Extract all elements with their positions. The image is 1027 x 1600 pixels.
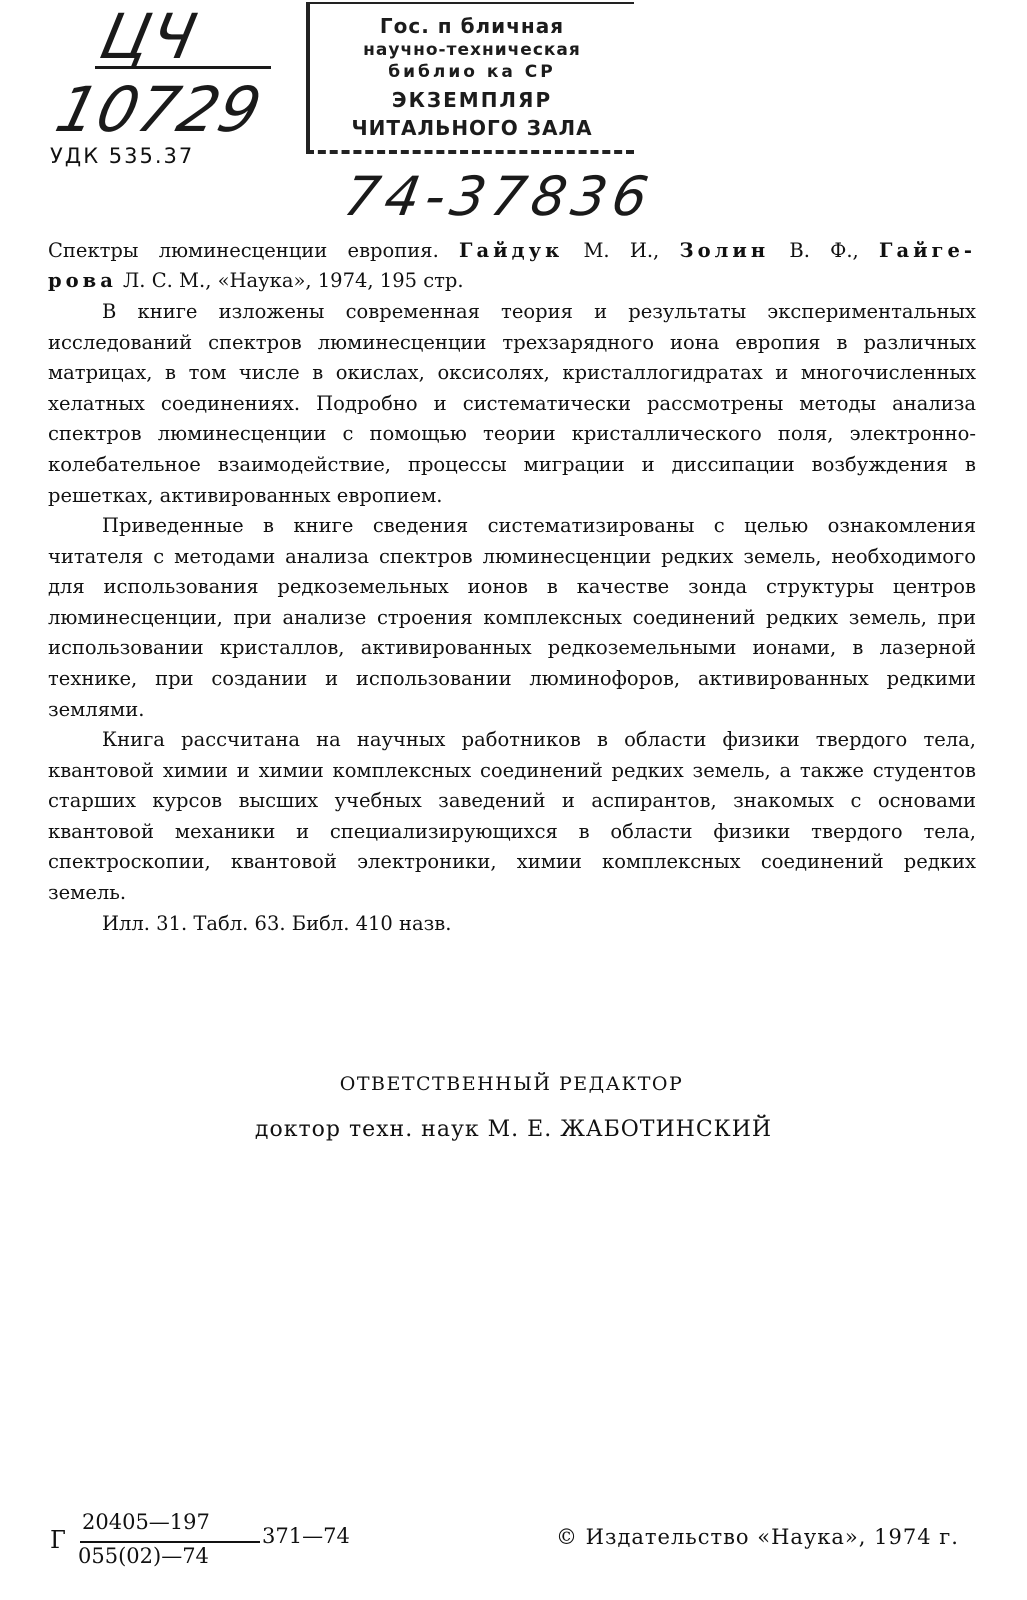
catalog-code-denominator: 055(02)—74 (78, 1544, 209, 1568)
editor-name: доктор техн. наук М. Е. ЖАБОТИНСКИЙ (254, 1117, 773, 1142)
handwritten-inventory-number: 10729 (48, 73, 270, 146)
author-3-part-2: рова (48, 269, 117, 292)
book-title: Спектры люминесценции европия. (48, 239, 439, 262)
author-2-initials: В. Ф., (789, 239, 859, 262)
stamp-line-3: библио ка СР (388, 62, 556, 82)
handwritten-top-mark: ЦЧ (94, 0, 205, 73)
handwritten-underline (95, 66, 271, 69)
catalog-code-suffix: 371—74 (262, 1524, 350, 1548)
stamp-line-2: научно-техническая (363, 40, 581, 60)
fraction-bar (80, 1541, 260, 1543)
author-2: Золин (679, 239, 770, 262)
stamp-line-5: ЧИТАЛЬНОГО ЗАЛА (351, 116, 593, 140)
catalog-code-numerator: 20405—197 (82, 1510, 210, 1534)
udk-code: УДК 535.37 (50, 144, 195, 168)
bibliographic-reference-line-2 (48, 266, 976, 297)
author-3-part-1: Гайге- (879, 239, 977, 262)
author-3-initials: Л. С. (123, 269, 173, 292)
abstract-paragraph: Книга рассчитана на научных работников в области физики твердого тела, квантовой химии и химии комплексных соединений редких земель, а также студентов старших курсов высших учебных заведений и аспирантов, знакомых с основами квантовой механики и специализирующихся в области физики твердого тела, спектроскопии, квантовой электроники, химии комплексных соединений редких земель. (48, 728, 976, 904)
catalog-code-letter: Г (50, 1526, 66, 1554)
catalog-code (50, 1510, 370, 1590)
stamp-line-1: Гос. п бличная (379, 14, 565, 38)
abstract-paragraph: Приведенные в книге сведения систематизированы с целью ознакомления читателя с методами анализа спектров люминесценции редких земель, необходимого для использования редкоземельных ионов в качестве зонда структуры центров люминесценции, при анализе строения комплексных соединений редких земель, при использовании кристаллов, активированных редкоземельными ионами, в лазерной технике, при создании и использовании люминофоров, активированных редкими землями. (48, 514, 976, 721)
author-1: Гайдук (459, 239, 564, 262)
editor-heading: ОТВЕТСТВЕННЫЙ РЕДАКТОР (339, 1073, 684, 1095)
bibliographic-reference (48, 236, 976, 267)
stamp-line-4: ЭКЗЕМПЛЯР (391, 88, 553, 112)
handwritten-call-number: 74-37836 (339, 165, 659, 228)
author-1-initials: М. И., (583, 239, 660, 262)
illustration-count: Илл. 31. Табл. 63. Библ. 410 назв. (102, 912, 452, 935)
abstract-paragraph: В книге изложены современная теория и результаты экспериментальных исследований спектров люминесценции трехзарядного иона европия в различных матрицах, в том числе в окислах, оксисолях, кристаллогидратах и многочисленных хелатных соединениях. Подробно и систематически рассмотрены методы анализа спектров люминесценции с помощью теории кристаллического поля, электронно-колебательное взаимодействие, процессы миграции и диссипации возбуждения в решетках, активированных европием. (48, 300, 976, 507)
library-stamp (306, 2, 634, 154)
copyright-notice: © Издательство «Наука», 1974 г. (556, 1525, 959, 1549)
publication-info: М., «Наука», 1974, 195 стр. (179, 269, 464, 292)
